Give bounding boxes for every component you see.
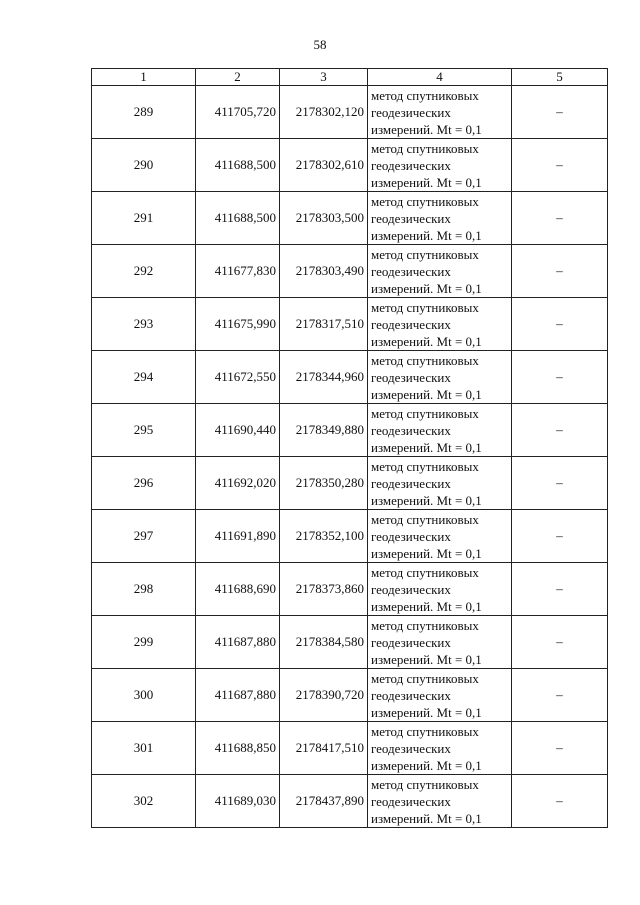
method-cell	[368, 775, 512, 828]
x-coordinate-cell: 411688,850	[196, 722, 280, 775]
method-line: геодезических	[371, 687, 451, 703]
y-coordinate-cell: 2178417,510	[280, 722, 368, 775]
x-coordinate-cell: 411672,550	[196, 351, 280, 404]
point-number-cell: 292	[92, 245, 196, 298]
method-line: измерений. Mt = 0,1	[371, 598, 482, 614]
method-cell	[368, 563, 512, 616]
method-line: метод спутниковых	[371, 299, 479, 315]
note-cell: –	[512, 351, 608, 404]
method-cell	[368, 722, 512, 775]
table-row	[92, 510, 608, 563]
method-line: метод спутниковых	[371, 140, 479, 156]
note-cell: –	[512, 298, 608, 351]
note-cell: –	[512, 457, 608, 510]
method-line: измерений. Mt = 0,1	[371, 651, 482, 667]
point-number-cell: 293	[92, 298, 196, 351]
table-body	[92, 86, 608, 828]
y-coordinate-cell: 2178437,890	[280, 775, 368, 828]
method-line: измерений. Mt = 0,1	[371, 174, 482, 190]
x-coordinate-cell: 411691,890	[196, 510, 280, 563]
header-col-3: 3	[280, 69, 368, 86]
note-cell: –	[512, 510, 608, 563]
note-cell: –	[512, 563, 608, 616]
method-line: измерений. Mt = 0,1	[371, 757, 482, 773]
method-line: измерений. Mt = 0,1	[371, 704, 482, 720]
x-coordinate-cell: 411690,440	[196, 404, 280, 457]
page-number: 58	[313, 37, 327, 52]
method-cell	[368, 298, 512, 351]
coordinates-table	[91, 68, 608, 828]
y-coordinate-cell: 2178350,280	[280, 457, 368, 510]
point-number-cell: 289	[92, 86, 196, 139]
x-coordinate-cell: 411675,990	[196, 298, 280, 351]
note-cell: –	[512, 722, 608, 775]
point-number-cell: 302	[92, 775, 196, 828]
method-line: измерений. Mt = 0,1	[371, 386, 482, 402]
method-line: метод спутниковых	[371, 723, 479, 739]
method-line: метод спутниковых	[371, 193, 479, 209]
table-row	[92, 563, 608, 616]
method-cell	[368, 457, 512, 510]
table-row	[92, 139, 608, 192]
x-coordinate-cell: 411677,830	[196, 245, 280, 298]
method-cell	[368, 245, 512, 298]
point-number-cell: 300	[92, 669, 196, 722]
method-line: метод спутниковых	[371, 352, 479, 368]
y-coordinate-cell: 2178302,120	[280, 86, 368, 139]
header-row	[92, 69, 608, 86]
method-line: метод спутниковых	[371, 617, 479, 633]
method-line: метод спутниковых	[371, 670, 479, 686]
method-cell	[368, 86, 512, 139]
method-line: геодезических	[371, 422, 451, 438]
method-line: геодезических	[371, 210, 451, 226]
header-col-4: 4	[368, 69, 512, 86]
header-col-1: 1	[92, 69, 196, 86]
method-line: геодезических	[371, 740, 451, 756]
header-col-2: 2	[196, 69, 280, 86]
y-coordinate-cell: 2178303,490	[280, 245, 368, 298]
table-header	[92, 69, 608, 86]
x-coordinate-cell: 411687,880	[196, 669, 280, 722]
method-line: измерений. Mt = 0,1	[371, 227, 482, 243]
method-line: геодезических	[371, 104, 451, 120]
table-row	[92, 775, 608, 828]
y-coordinate-cell: 2178373,860	[280, 563, 368, 616]
x-coordinate-cell: 411688,690	[196, 563, 280, 616]
point-number-cell: 301	[92, 722, 196, 775]
x-coordinate-cell: 411688,500	[196, 192, 280, 245]
method-line: геодезических	[371, 528, 451, 544]
method-line: измерений. Mt = 0,1	[371, 545, 482, 561]
method-line: метод спутниковых	[371, 458, 479, 474]
note-cell: –	[512, 245, 608, 298]
x-coordinate-cell: 411692,020	[196, 457, 280, 510]
note-cell: –	[512, 404, 608, 457]
table-row	[92, 722, 608, 775]
table-row	[92, 245, 608, 298]
method-line: геодезических	[371, 157, 451, 173]
point-number-cell: 297	[92, 510, 196, 563]
table-row	[92, 192, 608, 245]
method-line: геодезических	[371, 634, 451, 650]
x-coordinate-cell: 411689,030	[196, 775, 280, 828]
method-line: метод спутниковых	[371, 511, 479, 527]
table-row	[92, 669, 608, 722]
table-row	[92, 298, 608, 351]
method-cell	[368, 404, 512, 457]
method-line: геодезических	[371, 369, 451, 385]
point-number-cell: 290	[92, 139, 196, 192]
method-cell	[368, 139, 512, 192]
method-line: измерений. Mt = 0,1	[371, 280, 482, 296]
method-line: измерений. Mt = 0,1	[371, 333, 482, 349]
method-cell	[368, 351, 512, 404]
method-line: геодезических	[371, 581, 451, 597]
method-line: геодезических	[371, 475, 451, 491]
method-line: измерений. Mt = 0,1	[371, 121, 482, 137]
table-row	[92, 86, 608, 139]
method-line: геодезических	[371, 793, 451, 809]
method-cell	[368, 192, 512, 245]
method-cell	[368, 616, 512, 669]
table-row	[92, 351, 608, 404]
method-line: измерений. Mt = 0,1	[371, 810, 482, 826]
method-cell	[368, 669, 512, 722]
x-coordinate-cell: 411688,500	[196, 139, 280, 192]
method-line: геодезических	[371, 263, 451, 279]
y-coordinate-cell: 2178349,880	[280, 404, 368, 457]
method-line: измерений. Mt = 0,1	[371, 492, 482, 508]
method-line: метод спутниковых	[371, 87, 479, 103]
method-line: метод спутниковых	[371, 776, 479, 792]
x-coordinate-cell: 411705,720	[196, 86, 280, 139]
y-coordinate-cell: 2178384,580	[280, 616, 368, 669]
table-row	[92, 457, 608, 510]
y-coordinate-cell: 2178352,100	[280, 510, 368, 563]
method-line: измерений. Mt = 0,1	[371, 439, 482, 455]
method-line: метод спутниковых	[371, 564, 479, 580]
header-col-5: 5	[512, 69, 608, 86]
y-coordinate-cell: 2178344,960	[280, 351, 368, 404]
point-number-cell: 294	[92, 351, 196, 404]
note-cell: –	[512, 192, 608, 245]
point-number-cell: 298	[92, 563, 196, 616]
point-number-cell: 295	[92, 404, 196, 457]
x-coordinate-cell: 411687,880	[196, 616, 280, 669]
table-row	[92, 616, 608, 669]
method-line: геодезических	[371, 316, 451, 332]
method-line: метод спутниковых	[371, 246, 479, 262]
y-coordinate-cell: 2178317,510	[280, 298, 368, 351]
note-cell: –	[512, 775, 608, 828]
method-line: метод спутниковых	[371, 405, 479, 421]
table-row	[92, 404, 608, 457]
y-coordinate-cell: 2178303,500	[280, 192, 368, 245]
note-cell: –	[512, 616, 608, 669]
note-cell: –	[512, 139, 608, 192]
y-coordinate-cell: 2178390,720	[280, 669, 368, 722]
note-cell: –	[512, 86, 608, 139]
y-coordinate-cell: 2178302,610	[280, 139, 368, 192]
point-number-cell: 291	[92, 192, 196, 245]
point-number-cell: 299	[92, 616, 196, 669]
method-cell	[368, 510, 512, 563]
point-number-cell: 296	[92, 457, 196, 510]
note-cell: –	[512, 669, 608, 722]
